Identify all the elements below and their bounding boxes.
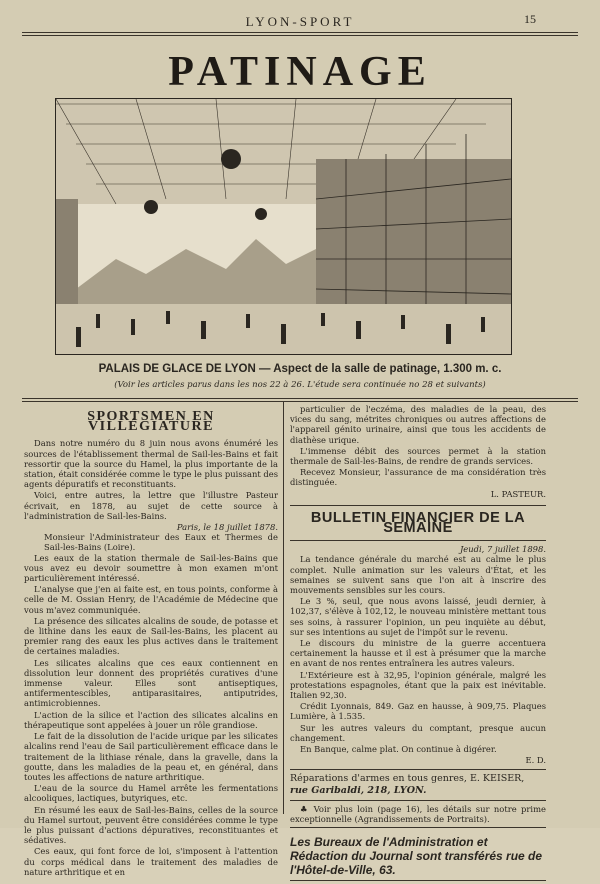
page-title: PATINAGE — [168, 49, 432, 95]
ad-line-1: Réparations d'armes en tous genres, E. KEISER, — [290, 772, 525, 784]
right-column — [290, 404, 546, 884]
column-divider — [283, 402, 284, 814]
article-title: SPORTSMEN EN VILLÉGIATURE — [87, 409, 215, 435]
letter-dateline: Paris, le 18 juillet 1878. — [176, 522, 278, 533]
letter-paragraph: En résumé les eaux de Sail-les-Bains, celles de la source du Hamel surtout, peuvent être considérées comme le type le plus puissant d'actions dépuratives, reconstituantes et sédatives. — [24, 804, 278, 846]
letter-salutation: Monsieur l'Administrateur des Eaux et Thermes de Sail-les-Bains (Loire). — [44, 532, 278, 553]
bulletin-paragraph: En Banque, calme plat. On continue à digérer. — [300, 744, 497, 755]
bulletin-paragraph: L'Extérieure est à 32,95, l'opinion générale, malgré les protestations espagnoles, étant que la paix est inévitable. Italien 92,30. — [290, 669, 546, 701]
section-rule — [22, 398, 578, 399]
figure-caption: PALAIS DE GLACE DE LYON — Aspect de la salle de patinage, 1.300 m. c. — [98, 363, 502, 375]
bulletin-header — [290, 505, 546, 541]
letter-paragraph: Le fait de la dissolution de l'acide urique par les silicates alcalins rend l'eau de Sail particulièrement efficace dans le traitement de la lithiase rénale, dans la gravelle, dans la goutte, dans les maladies de la peau et, en général, dans toutes les affections de nature arthritique. — [24, 731, 278, 782]
bulletin-title: BULLETIN FINANCIER DE LA SEMAINE — [310, 509, 526, 537]
letter-continuation: L'immense débit des sources permet à la station thermale de Sail-les-Bains, de rendre de grands services. — [290, 445, 546, 467]
prime-notice: ♣ Voir plus loin (page 16), les détails sur notre prime exceptionnelle (Agrandissements de Portraits). — [290, 803, 546, 824]
left-column — [24, 410, 278, 878]
letter-paragraph: La présence des silicates alcalins de soude, de potasse et de lithine dans les eaux de Sail-les-Bains, les placent au premier rang des eaux les plus actives dans le traitement de certaines maladies. — [24, 615, 278, 657]
header-rule-2 — [22, 35, 578, 36]
letter-paragraph: Ces eaux, qui font force de loi, s'imposent à l'attention du corps médical dans le traitement des maladies de nature arthritique et en — [24, 846, 278, 877]
letter-paragraph: L'eau de la source du Hamel arrête les fermentations alcooliques, lactiques, butyriques, etc. — [24, 783, 278, 804]
running-title: LYON-SPORT — [245, 14, 355, 29]
section-rule-2 — [22, 401, 578, 402]
figure-note: (Voir les articles parus dans les nos 22 à 26. L'étude sera continuée no 28 et suivants) — [114, 380, 486, 390]
office-notice-box — [290, 827, 546, 881]
advertisement — [290, 769, 546, 801]
page-number: 15 — [524, 12, 536, 26]
article-paragraph: Voici, entre autres, la lettre que l'illustre Pasteur écrivait, en 1878, au sujet de cette source à l'administration de Sail-les-Bains. — [24, 490, 278, 521]
letter-continuation: Recevez Monsieur, l'assurance de ma considération très distinguée. — [290, 467, 546, 488]
letter-continuation: particulier de l'eczéma, des maladies de la peau, des vices du sang, métrites chroniques ou autres affections de l'appareil génito urinaire, ainsi que tous les accidents de diathèse urique. — [290, 404, 546, 445]
header-rule — [22, 32, 578, 33]
bulletin-paragraph: La tendance générale du marché est au calme le plus complet. Nulle animation sur les valeurs d'État, et les semaines se suivent sans que l'on ait à inscrire des mouvements sensibles sur les cours. — [290, 554, 546, 596]
letter-signature: L. PASTEUR. — [490, 488, 546, 499]
bulletin-date: Jeudi, 7 juillet 1898. — [459, 544, 546, 555]
ad-line-2: rue Garibaldi, 218, LYON. — [290, 784, 427, 796]
article-paragraph: Dans notre numéro du 8 juin nous avons énuméré les sources de l'établissement thermal de Sail-les-Bains et fait ressortir que la source du Hamel, la plus importante de la station, était considérée comme le type le plus puissant des agents dépuratifs et reconstituants. — [24, 438, 278, 490]
bulletin-paragraph: Crédit Lyonnais, 849. Gaz en hausse, à 909,75. Plaques Lumière, à 1.535. — [290, 701, 546, 722]
ice-palace-engraving — [55, 98, 512, 355]
letter-paragraph: L'action de la silice et l'action des silicates alcalins en thérapeutique sont appelées à jouer un rôle grandiose. — [24, 709, 278, 730]
bulletin-paragraph: Sur les autres valeurs du comptant, presque aucun changement. — [290, 722, 546, 743]
office-notice: Les Bureaux de l'Administration et Rédaction du Journal sont transférés rue de l'Hôtel-de-Ville, 63. — [290, 834, 543, 877]
bulletin-paragraph: Le 3 %, seul, que nous avons laissé, jeudi dernier, à 102,37, s'élève à 102,12, le nouveau ministère mettant tous ses soins, à rassurer l'opinion, un peu inquiète au début, sur ses intentions au sujet de l'impôt sur le revenu. — [290, 596, 546, 637]
letter-paragraph: Les silicates alcalins que ces eaux contiennent en dissolution leur donnent des propriétés curatives d'une immense valeur. Elles sont antiseptiques, antifermentescibles, antiparasitaires, antiputrides, antimicrobiennes. — [24, 657, 278, 709]
bulletin-signature: E. D. — [525, 755, 546, 766]
bulletin-paragraph: Le discours du ministre de la guerre accentuera certainement la hausse et il est à présumer que la marche en avant de nos rentes entraînera les autres valeurs. — [290, 638, 546, 669]
letter-paragraph: L'analyse que j'en ai faite est, en tous points, conforme à celle de M. Ossian Henry, de l'Académie de Médecine que vous m'avez communiquée. — [24, 584, 278, 615]
letter-paragraph: Les eaux de la station thermale de Sail-les-Bains que vous avez eu devoir soumettre à mon examen m'ont particulièrement intéressé. — [24, 552, 278, 584]
